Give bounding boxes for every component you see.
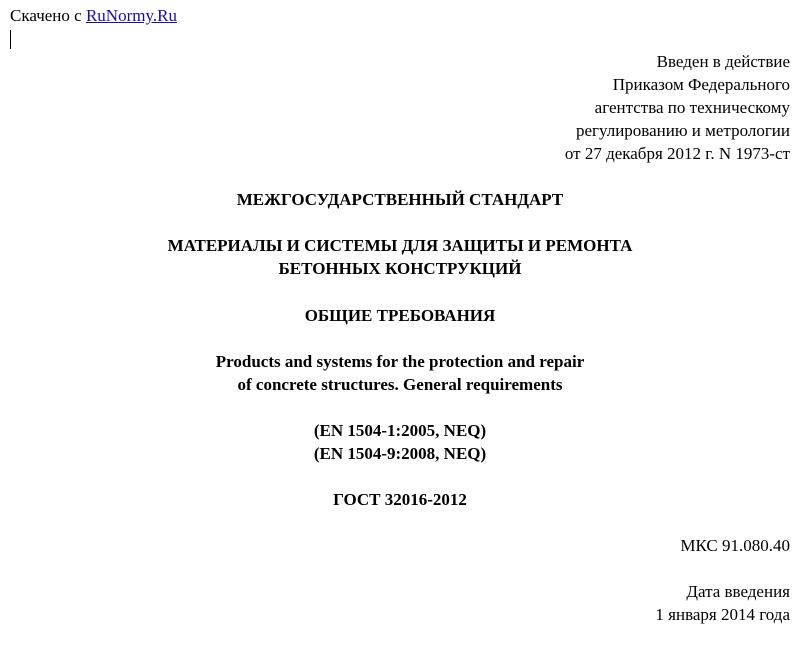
effective-date-value: 1 января 2014 года (655, 605, 790, 624)
reference-line: (EN 1504-1:2005, NEQ) (313, 421, 487, 440)
decree-line: агентства по техническому (594, 98, 790, 117)
decree-line: Введен в действие (656, 52, 790, 71)
russian-title-line: МАТЕРИАЛЫ И СИСТЕМЫ ДЛЯ ЗАЩИТЫ И РЕМОНТА (167, 236, 633, 255)
en-references (0, 419, 796, 465)
english-title-line: of concrete structures. General requirements (237, 375, 563, 394)
russian-subtitle: ОБЩИЕ ТРЕБОВАНИЯ (304, 306, 496, 325)
decree-block (565, 50, 790, 165)
runormy-link[interactable]: RuNormy.Ru (85, 6, 177, 25)
russian-title (0, 234, 796, 280)
russian-title-line: БЕТОННЫХ КОНСТРУКЦИЙ (278, 259, 522, 278)
decree-line: от 27 декабря 2012 г. N 1973-ст (564, 144, 790, 163)
source-prefix: Скачено с (10, 6, 82, 25)
english-title-line: Products and systems for the protection and repair (215, 352, 585, 371)
effective-date-block (655, 580, 790, 626)
decree-line: регулированию и метрологии (575, 121, 790, 140)
reference-line: (EN 1504-9:2008, NEQ) (313, 444, 487, 463)
effective-date-label: Дата введения (686, 582, 790, 601)
standard-type-heading: МЕЖГОСУДАРСТВЕННЫЙ СТАНДАРТ (236, 190, 564, 209)
mks-code: МКС 91.080.40 (680, 536, 790, 555)
text-caret (10, 30, 11, 49)
decree-line: Приказом Федерального (612, 75, 790, 94)
gost-number: ГОСТ 32016-2012 (333, 490, 467, 509)
source-line (10, 5, 177, 27)
english-title (0, 350, 796, 396)
